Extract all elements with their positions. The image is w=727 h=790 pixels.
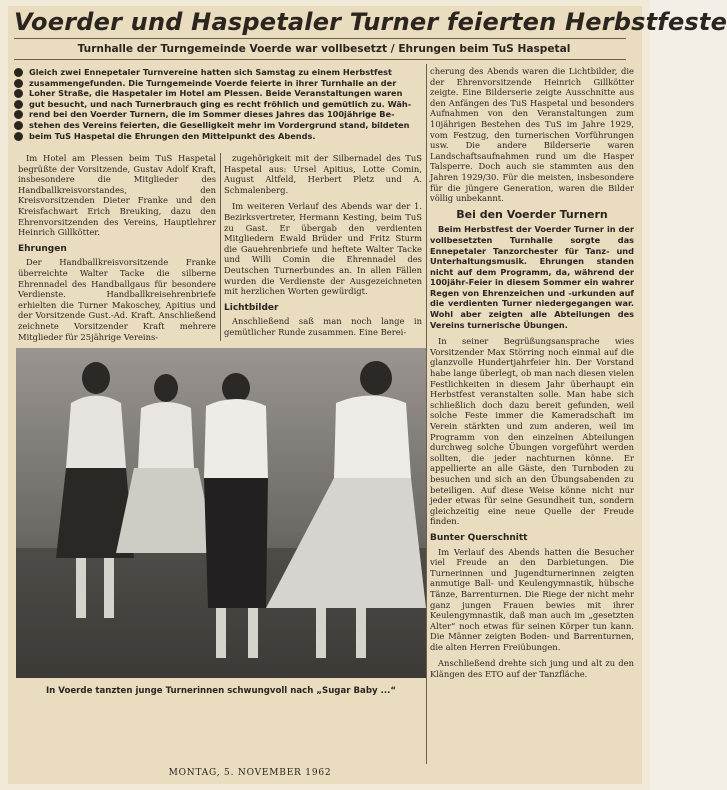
photo-caption: In Voerde tanzten junge Turnerinnen schwungvoll nach „Sugar Baby ...“ bbox=[45, 686, 397, 696]
column-3 bbox=[430, 66, 634, 686]
headline: Voerder und Haspetaler Turner feierten Herbstfeste bbox=[14, 8, 727, 36]
col3-bold-intro: Beim Herbstfest der Voerder Turner in der vollbesetzten Turnhalle sorgte das Ennepetaler Tanzorchester für Tanz- und Unterhaltungsmusik. Ehrungen standen nicht auf dem Programm, da, während der 100jähr-Feier in diesem Sommer ein wahrer Regen von Ehrenzeichen und -urkunden auf die verdienten Turner niedergegangen war. Wohl aber zeigten alle Abteilungen des Vereins turnerische Übungen. bbox=[430, 224, 634, 330]
col3-heading-bunter-querschnitt: Bunter Querschnitt bbox=[430, 532, 528, 543]
bullet-icon bbox=[14, 100, 23, 109]
rule-under-subhead bbox=[14, 59, 626, 60]
column-divider bbox=[426, 64, 427, 764]
col1-paragraph-1: Im Hotel am Plessen beim TuS Haspetal begrüßte der Vorsitzende, Gustav Adolf Kraft, insbesondere die Mitglieder des Handballkreisvorstandes, den Kreisvorsitzenden Dieter Franke und den Kreisfachwart Erich Breuking, dazu den Ehrenvorsitzenden des Vereins, Hauptlehrer Heinrich Gillkötter. bbox=[18, 153, 216, 238]
lead-line: rend bei den Voerder Turnern, die im Sommer dieses Jahres das 100jährige Be- bbox=[29, 109, 395, 120]
col3-paragraph-2: In seiner Begrüßungsansprache wies Vorsitzender Max Störring noch einmal auf die glanzvolle Hundertjahrfeier hin. Der Vorstand habe lange überlegt, ob man nach diesen vielen Festlichkeiten in diesem Jahr überhaupt ein Herbstfest veranstalten solle. Man habe sich schließlich doch dazu bereit gefunden, weil solche Feste immer die Kameradschaft im Verein stärkten und zum anderen, weil im Programm von den einzelnen Abteilungen durchweg solche Übungen vorgeführt werden sollten, die jeder nachturnen könne. Er appellierte an alle Gäste, den Turnboden zu besuchen und sich an den Übungsabenden zu beteiligen. Auf diese Weise könne nicht nur jeder etwas für seine Gesundheit tun, sondern gleichzeitig eine neue Quelle der Freude finden. bbox=[430, 336, 634, 527]
col3-paragraph-4: Anschließend drehte sich jung und alt zu den Klängen des ETO auf der Tanzfläche. bbox=[430, 658, 634, 680]
column-1 bbox=[18, 153, 216, 348]
lead-line: Gleich zwei Ennepetaler Turnvereine hatten sich Samstag zu einem Herbstfest bbox=[29, 67, 392, 77]
column-2 bbox=[224, 153, 422, 344]
col2-paragraph-3: Anschließend saß man noch lange in gemütlicher Runde zusammen. Eine Berei- bbox=[224, 316, 422, 337]
lead-line: gut besucht, und nach Turnerbrauch ging es recht fröhlich und gemütlich zu. Wäh- bbox=[29, 98, 412, 109]
col2-paragraph-1: zugehörigkeit mit der Silbernadel des TuS Haspetal aus: Ursel Apitius, Lotte Comin, August Altfeld, Herbert Pletz und A. Schmalenberg. bbox=[224, 153, 422, 195]
col2-heading-lichtbilder: Lichtbilder bbox=[224, 302, 279, 313]
bullet-icon bbox=[14, 68, 23, 77]
footer-date: MONTAG, 5. NOVEMBER 1962 bbox=[168, 768, 332, 778]
lead-line: Loher Straße, die Haspetaler im Hotel am Plessen. Beide Veranstaltungen waren bbox=[29, 88, 403, 99]
lead-line: beim TuS Haspetal die Ehrungen den Mittelpunkt des Abends. bbox=[29, 130, 316, 141]
bullet-icon bbox=[14, 121, 23, 130]
col1-paragraph-2: Der Handballkreisvorsitzende Franke überreichte Walter Tacke die silberne Ehrennadel des Handballgaus für besondere Verdienste. Handballkreisehrenbriefe erhielten die Turner Makoschey, Apitius und der Vorsitzende Gust.-Ad. Kraft. Anschließend zeichnete Vorsitzender Kraft mehrere Mitglieder für 25jährige Vereins- bbox=[18, 257, 216, 342]
col3-heading-voerder-turner: Bei den Voerder Turnern bbox=[456, 207, 608, 221]
col2-paragraph-2: Im weiteren Verlauf des Abends war der 1. Bezirksvertreter, Hermann Kesting, beim TuS zu Gast. Er übergab den verdienten Mitgliedern Ewald Brüder und Fritz Sturm die Gauehrenbriefe und heftete Walter Tacke und Willi Comin die Ehrennadel des Deutschen Turnerbundes an. In allen Fällen wurden die Verdienste der Ausgezeichneten mit herzlichen Worten gewürdigt. bbox=[224, 201, 422, 297]
column-divider bbox=[220, 153, 221, 341]
bullet-icon bbox=[14, 79, 23, 88]
lead-line: stehen des Vereins feierten, die Geselligkeit mehr im Vordergrund stand, bildeten bbox=[29, 119, 410, 130]
lead-paragraph bbox=[14, 67, 419, 141]
bullet-icon bbox=[14, 110, 23, 119]
rule-top bbox=[14, 38, 626, 39]
dance-photo-image bbox=[16, 348, 426, 678]
col3-paragraph-3: Im Verlauf des Abends hatten die Besucher viel Freude an den Darbietungen. Die Turnerinnen und Jugendturnerinnen zeigten anmutige Ball- und Keulengymnastik, hübsche Tänze, Barrenturnen. Die Riege der nicht mehr ganz jungen Frauen bewies mit ihrer Keulengymnastik, daß man auch im „gesetzten Alter“ noch etwas für seinen Körper tun kann. Die Männer zeigten Boden- und Barrenturnen, die alten Herren Freiübungen. bbox=[430, 546, 634, 652]
dance-photo bbox=[16, 348, 426, 678]
col3-paragraph-1: cherung des Abends waren die Lichtbilder, die der Ehrenvorsitzende Heinrich Gillkötter zeigte. Eine Bilderserie zeigte Ausschnitte aus den Anfängen des TuS Haspetal und besonders Aufnahmen von den Veranstaltungen zum 10jährigen Bestehen des TuS im Jahre 1929, vom Festzug, den turnerischen Vorführungen usw. Die andere Bilderserie waren Landschaftsaufnahmen rund um die Hasper Talsperre. Doch auch sie stammten aus den Jahren 1929/30. Für die meisten, insbesondere für die jüngere Generation, waren die Bilder völlig unbekannt. bbox=[430, 66, 634, 204]
lead-line: zusammengefunden. Die Turngemeinde Voerde feierte in ihrer Turnhalle an der bbox=[29, 77, 397, 88]
col1-heading-ehrungen: Ehrungen bbox=[18, 243, 67, 254]
bullet-icon bbox=[14, 132, 23, 141]
bullet-icon bbox=[14, 89, 23, 98]
subheadline: Turnhalle der Turngemeinde Voerde war vollbesetzt / Ehrungen beim TuS Haspetal bbox=[77, 43, 571, 55]
